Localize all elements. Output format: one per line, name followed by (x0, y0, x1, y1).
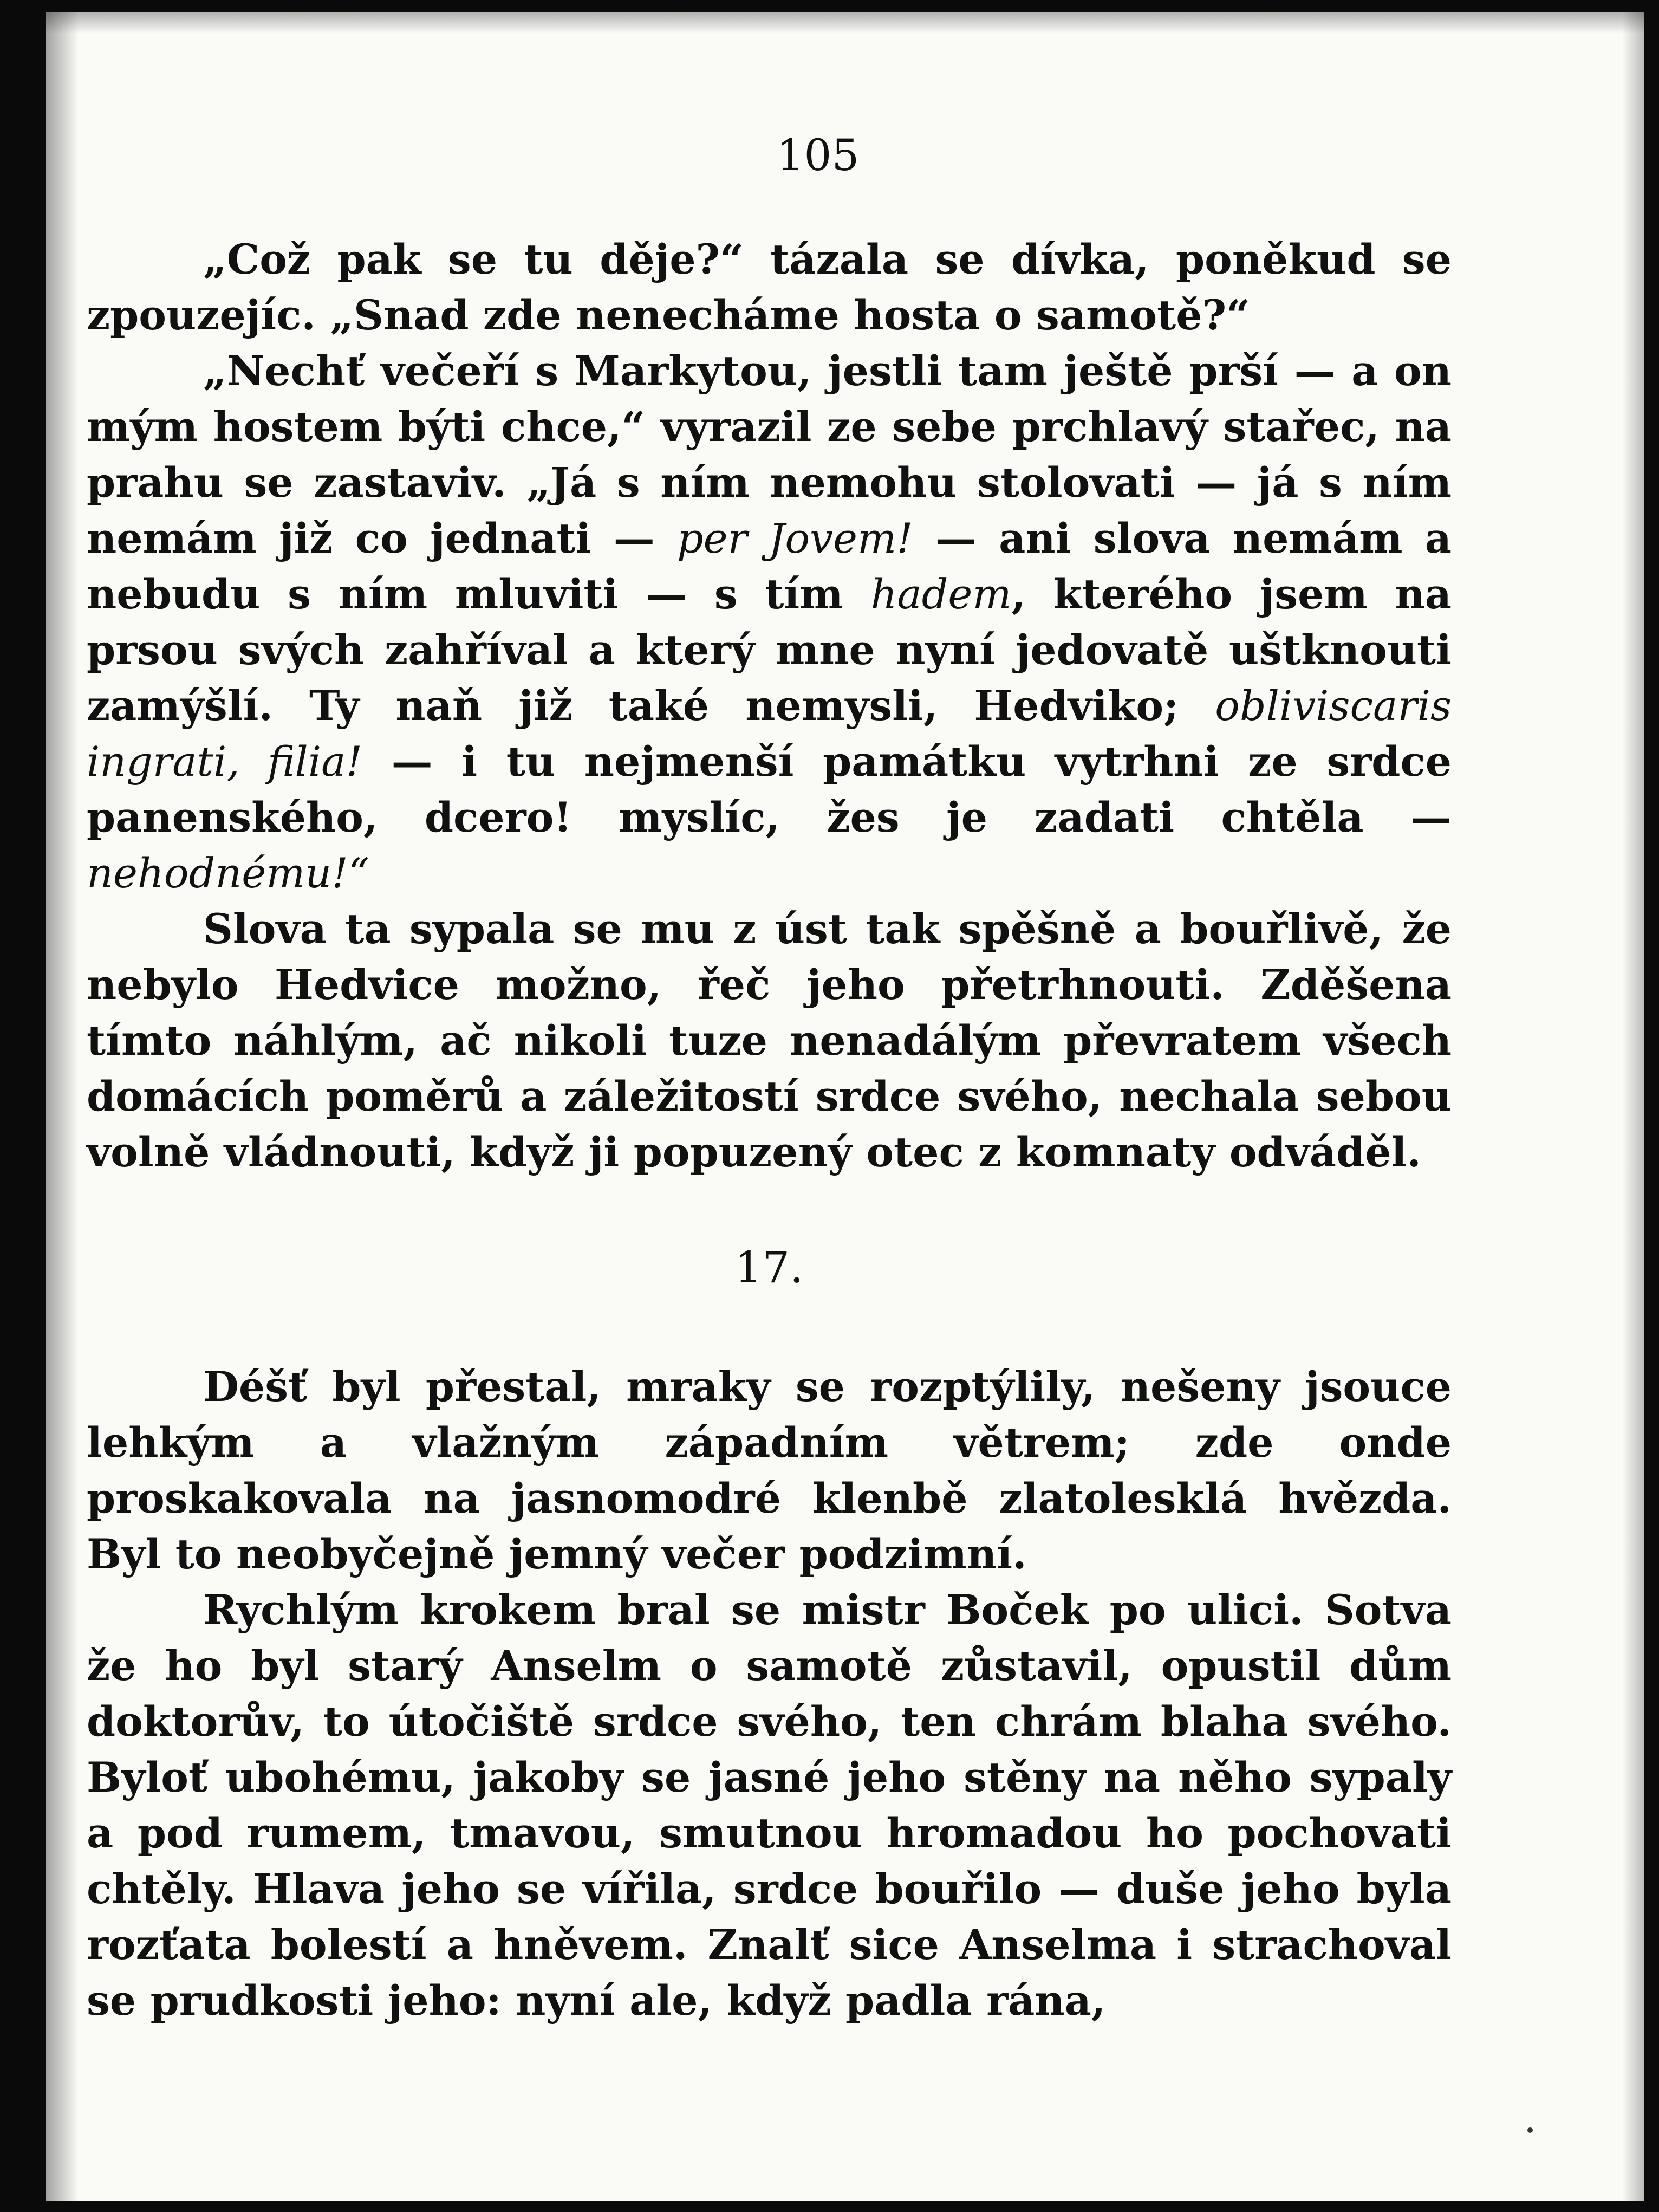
paragraph-p1 (87, 231, 1452, 343)
page-shadow-right (1622, 12, 1644, 2201)
text-run: Slova ta sypala se mu z úst tak spěšně a bouřlivě, že nebylo Hedvice možno, řeč jeho přetrhnouti. Zděšena tímto náhlým, ač nikoli tuze nenadálým převratem všech domácích poměrů a záležitostí srdce svého, nechala sebou volně vládnouti, když ji popuzený otec z komnaty odváděl. (87, 905, 1452, 1176)
chapter-number: 17. (734, 1242, 804, 1293)
paragraph-p3 (87, 901, 1452, 1180)
text-run: Déšť byl přestal, mraky se rozptýlily, nešeny jsouce lehkým a vlažným západním větrem; zde onde proskakovala na jasnomodré klenbě zlatolesklá hvězda. Byl to neobyčejně jemný večer podzimní. (87, 1363, 1452, 1578)
text-section-chapter-17 (87, 1359, 1452, 2028)
print-speck (1527, 2127, 1533, 2133)
page-shadow-top (46, 12, 1644, 34)
page-number: 105 (776, 130, 860, 180)
text-run: — ani slova nemám a nebudu s ním mluviti — s tím (87, 514, 1452, 618)
text-section-before-chapter (87, 231, 1452, 1180)
italic-phrase: nehodnému!“ (87, 849, 369, 897)
paragraph-p2 (87, 343, 1452, 901)
italic-phrase: per Jovem! (676, 514, 913, 562)
page-text (87, 126, 1452, 2028)
text-run: „Nechť večeří s Markytou, jestli tam ještě prší — a on mým hostem býti chce,“ vyrazil ze sebe prchlavý stařec, na prahu se zastaviv. „Já s ním nemohu stolovati — já s ním nemám již co jednati — (87, 347, 1452, 562)
italic-phrase: hadem (870, 570, 1012, 618)
book-page (46, 12, 1644, 2201)
paragraph-p5 (87, 1582, 1452, 2028)
paragraph-p4 (87, 1359, 1452, 1582)
text-run: „Což pak se tu děje?“ tázala se dívka, poněkud se zpouzejíc. „Snad zde nenecháme hosta o samotě?“ (87, 235, 1452, 339)
page-shadow-left (46, 12, 79, 2201)
italic-phrase: obliviscaris ingrati, filia! (87, 682, 1452, 786)
text-run: Rychlým krokem bral se mistr Boček po ulici. Sotva že ho byl starý Anselm o samotě zůstavil, opustil dům doktorův, to útočiště srdce svého, ten chrám blaha svého. Byloť ubohému, jakoby se jasné jeho stěny na něho sypaly a pod rumem, tmavou, smutnou hromadou ho pochovati chtěly. Hlava jeho se vířila, srdce bouřilo — duše jeho byla rozťata bolestí a hněvem. Znalť sice Anselma i strachoval se prudkosti jeho: nyní ale, když padla rána, (87, 1586, 1452, 2025)
text-run: — i tu nejmenší památku vytrhni ze srdce panenského, dcero! myslíc, žes je zadati chtěla — (87, 737, 1452, 841)
text-run: , kterého jsem na prsou svých zahříval a který mne nyní jedovatě uštknouti zamýšlí. Ty naň již také nemysli, Hedviko; (87, 570, 1452, 730)
